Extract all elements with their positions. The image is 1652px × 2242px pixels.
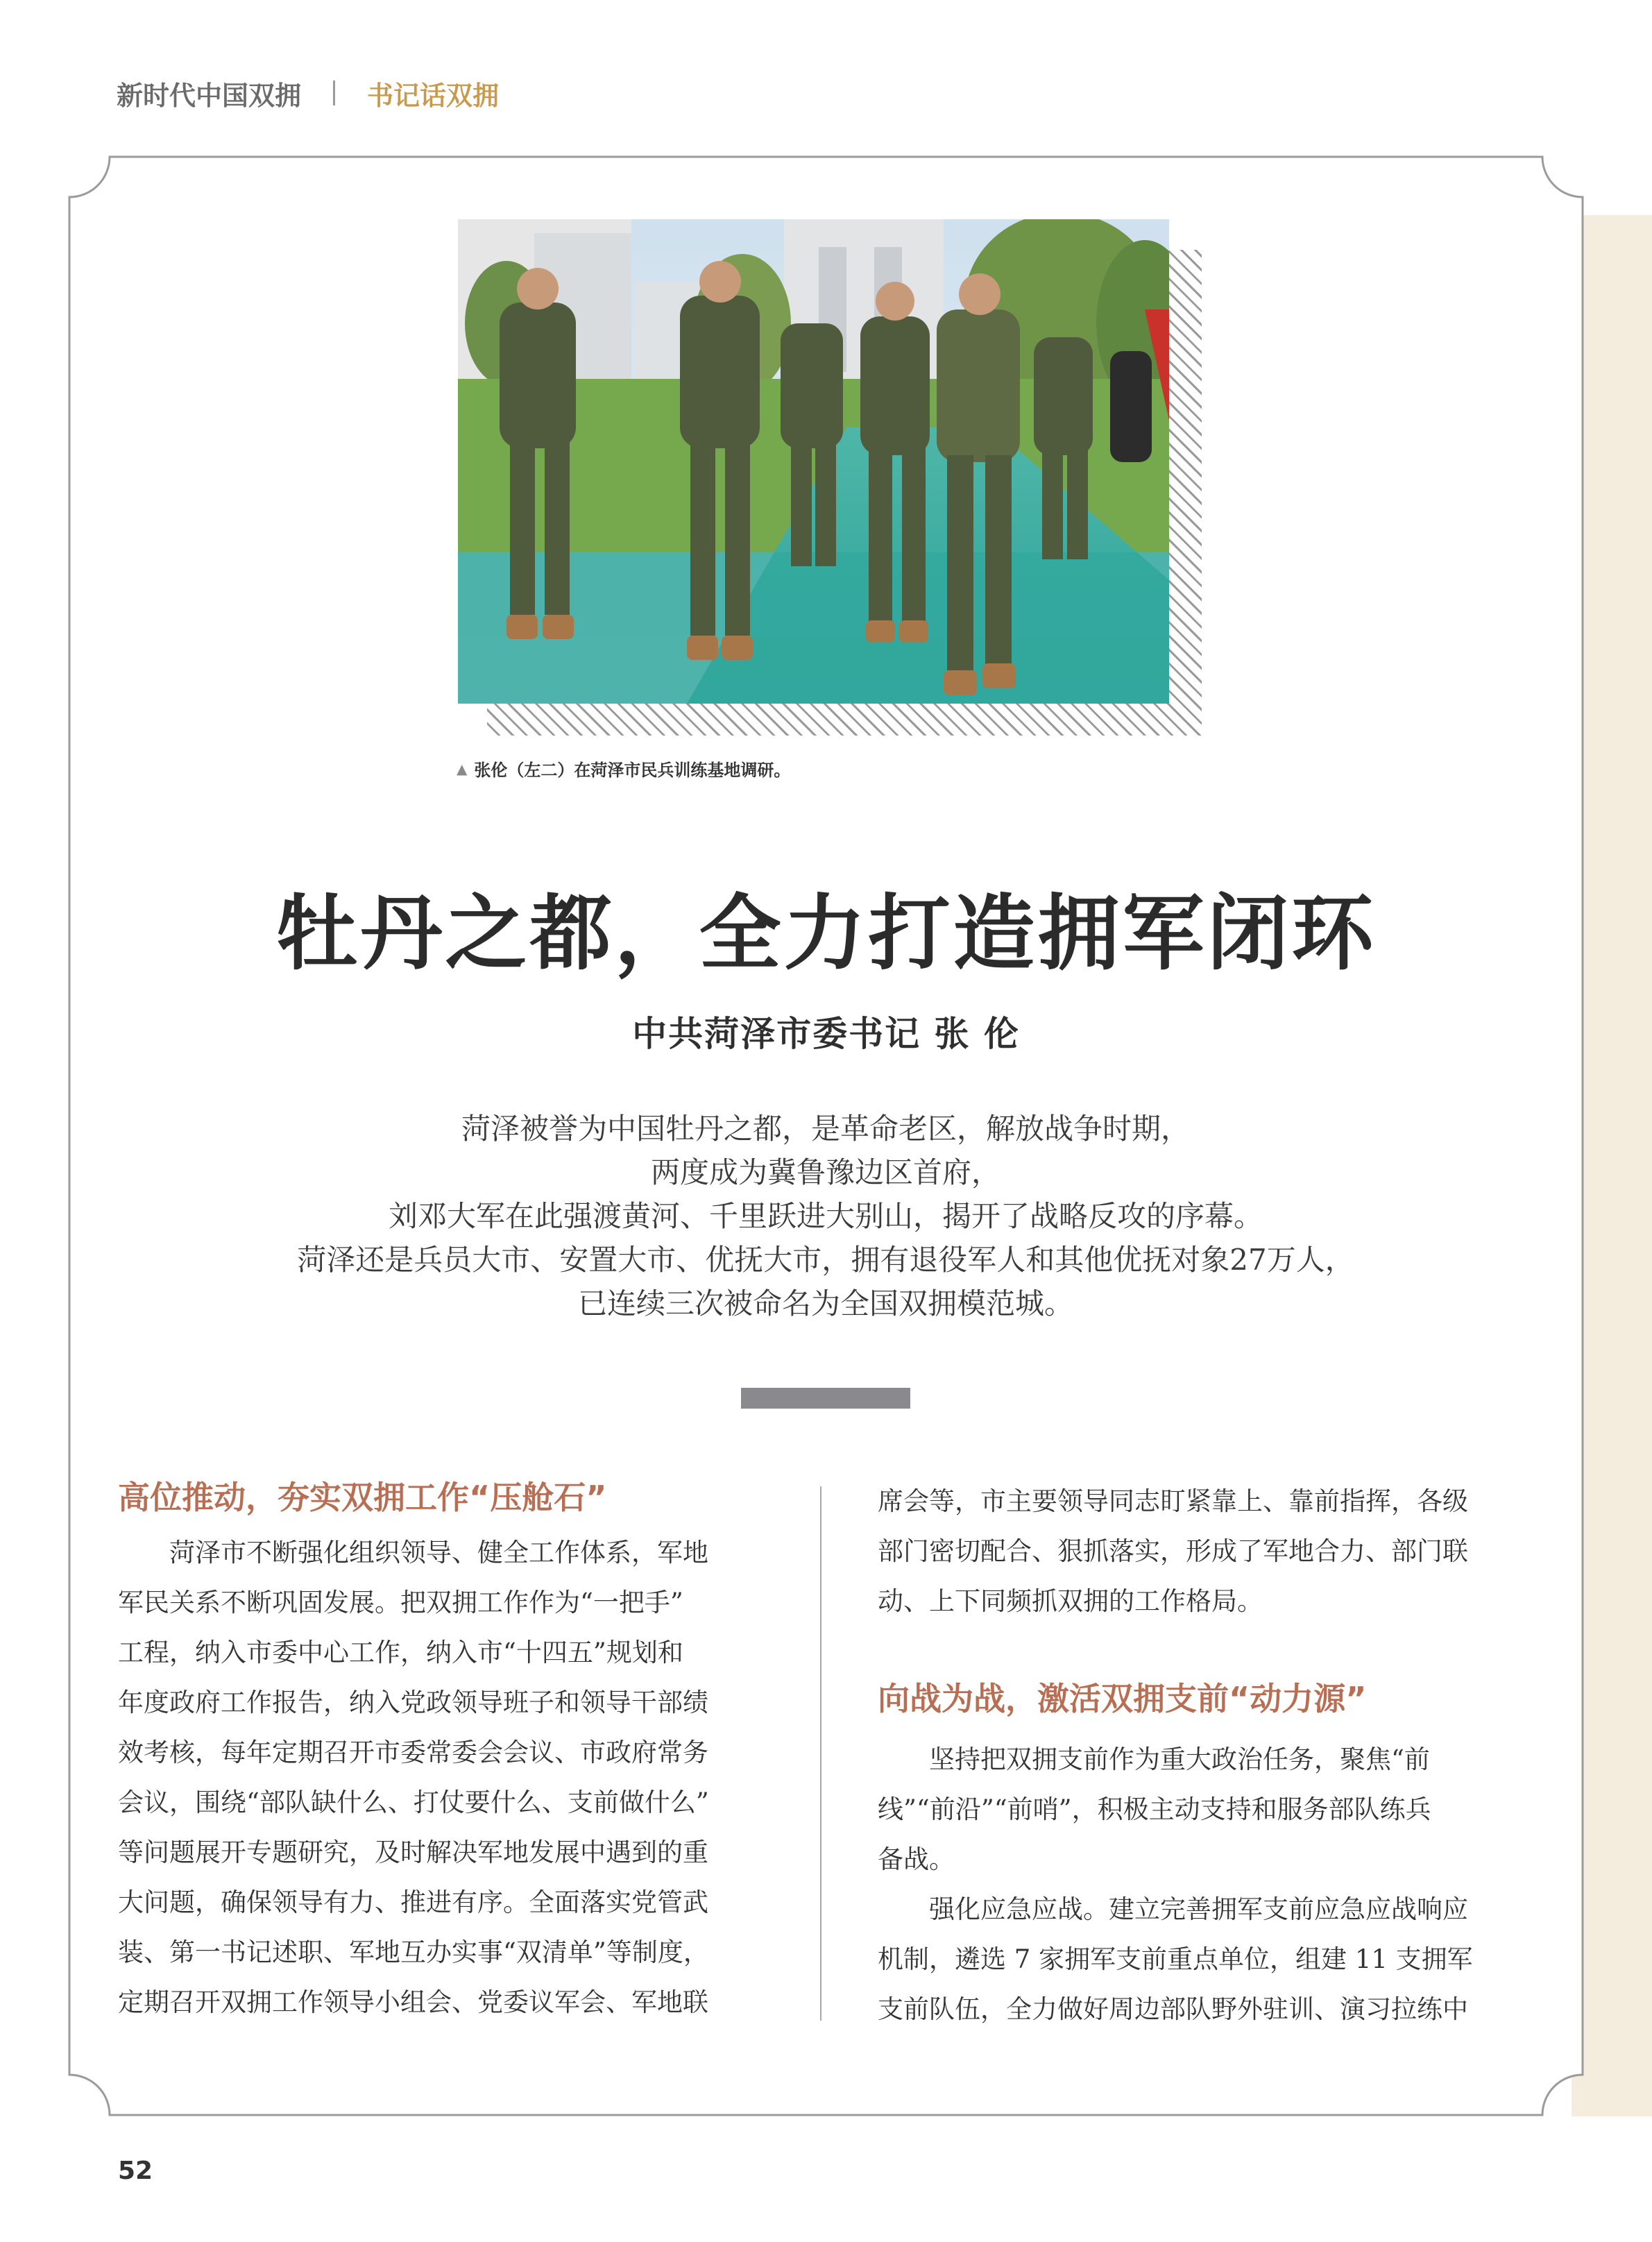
body-line: 会议，围绕“部队缺什么、打仗要什么、支前做什么” — [118, 1787, 709, 1817]
body-line: 备战。 — [878, 1844, 955, 1874]
section-heading-1: 高位推动，夯实双拥工作“压舱石” — [118, 1479, 607, 1516]
section1-continued-paragraph — [878, 1477, 1535, 1627]
body-line: 强化应急应战。建立完善拥军支前应急应战响应 — [929, 1894, 1468, 1924]
body-line: 年度政府工作报告，纳入党政领导班子和领导干部绩 — [118, 1688, 708, 1717]
section-heading-2: 向战为战，激活双拥支前“动力源” — [878, 1680, 1367, 1717]
section-divider-bar — [741, 1388, 910, 1409]
body-line: 线”“前沿”“前哨”，积极主动支持和服务部队练兵 — [878, 1794, 1431, 1824]
intro-line: 菏泽被誉为中国牡丹之都，是革命老区，解放战争时期， — [461, 1112, 1190, 1146]
body-line: 定期召开双拥工作领导小组会、党委议军会、军地联 — [118, 1987, 708, 2017]
body-line: 部门密切配合、狠抓落实，形成了军地合力、部门联 — [878, 1536, 1468, 1566]
article-byline: 中共菏泽市委书记 张 伦 — [632, 1014, 1020, 1054]
body-line: 菏泽市不断强化组织领导、健全工作体系，军地 — [169, 1538, 708, 1568]
page-number: 52 — [118, 2157, 153, 2185]
photo-caption — [457, 756, 790, 781]
intro-line: 已连续三次被命名为全国双拥模范城。 — [577, 1286, 1073, 1320]
article-headline: 牡丹之都，全力打造拥军闭环 — [275, 885, 1377, 981]
section1-paragraph — [118, 1528, 776, 2028]
intro-line: 刘邓大军在此强渡黄河、千里跃进大别山，揭开了战略反攻的序幕。 — [388, 1199, 1263, 1233]
photo-illustration — [458, 219, 1169, 704]
intro-line: 菏泽还是兵员大市、安置大市、优抚大市，拥有退役军人和其他优抚对象27万人， — [297, 1243, 1354, 1277]
body-line: 机制，遴选 7 家拥军支前重点单位，组建 11 支拥军 — [878, 1944, 1473, 1974]
body-line: 动、上下同频抓双拥的工作格局。 — [878, 1586, 1263, 1616]
running-head-column: 书记话双拥 — [367, 80, 500, 111]
body-line: 效考核，每年定期召开市委常委会会议、市政府常务 — [118, 1738, 708, 1767]
caption-text: 张伦（左二）在菏泽市民兵训练基地调研。 — [474, 761, 791, 780]
body-line: 大问题，确保领导有力、推进有序。全面落实党管武 — [118, 1887, 708, 1917]
body-column-right — [878, 1477, 1535, 2035]
caption-triangle-icon: ▲ — [457, 760, 468, 777]
article-intro — [201, 1107, 1450, 1325]
running-head-section: 新时代中国双拥 — [117, 80, 302, 111]
body-line: 坚持把双拥支前作为重大政治任务，聚焦“前 — [929, 1744, 1430, 1774]
body-line: 支前队伍，全力做好周边部队野外驻训、演习拉练中 — [878, 1994, 1468, 2024]
body-line: 军民关系不断巩固发展。把双拥工作作为“一把手” — [118, 1588, 683, 1617]
intro-line: 两度成为冀鲁豫边区首府， — [650, 1155, 1000, 1189]
body-line: 工程，纳入市委中心工作，纳入市“十四五”规划和 — [118, 1638, 683, 1667]
body-column-left — [118, 1477, 776, 2028]
body-line: 等问题展开专题研究，及时解决军地发展中遇到的重 — [118, 1837, 708, 1867]
body-line: 装、第一书记述职、军地互办实事“双清单”等制度， — [118, 1937, 709, 1967]
photo-militia-base-visit — [458, 219, 1169, 704]
column-rule — [820, 1486, 821, 2021]
section2-paragraph-1 — [878, 1735, 1535, 1885]
body-line: 席会等，市主要领导同志盯紧靠上、靠前指挥，各级 — [878, 1486, 1468, 1516]
section2-paragraph-2 — [878, 1885, 1535, 2035]
